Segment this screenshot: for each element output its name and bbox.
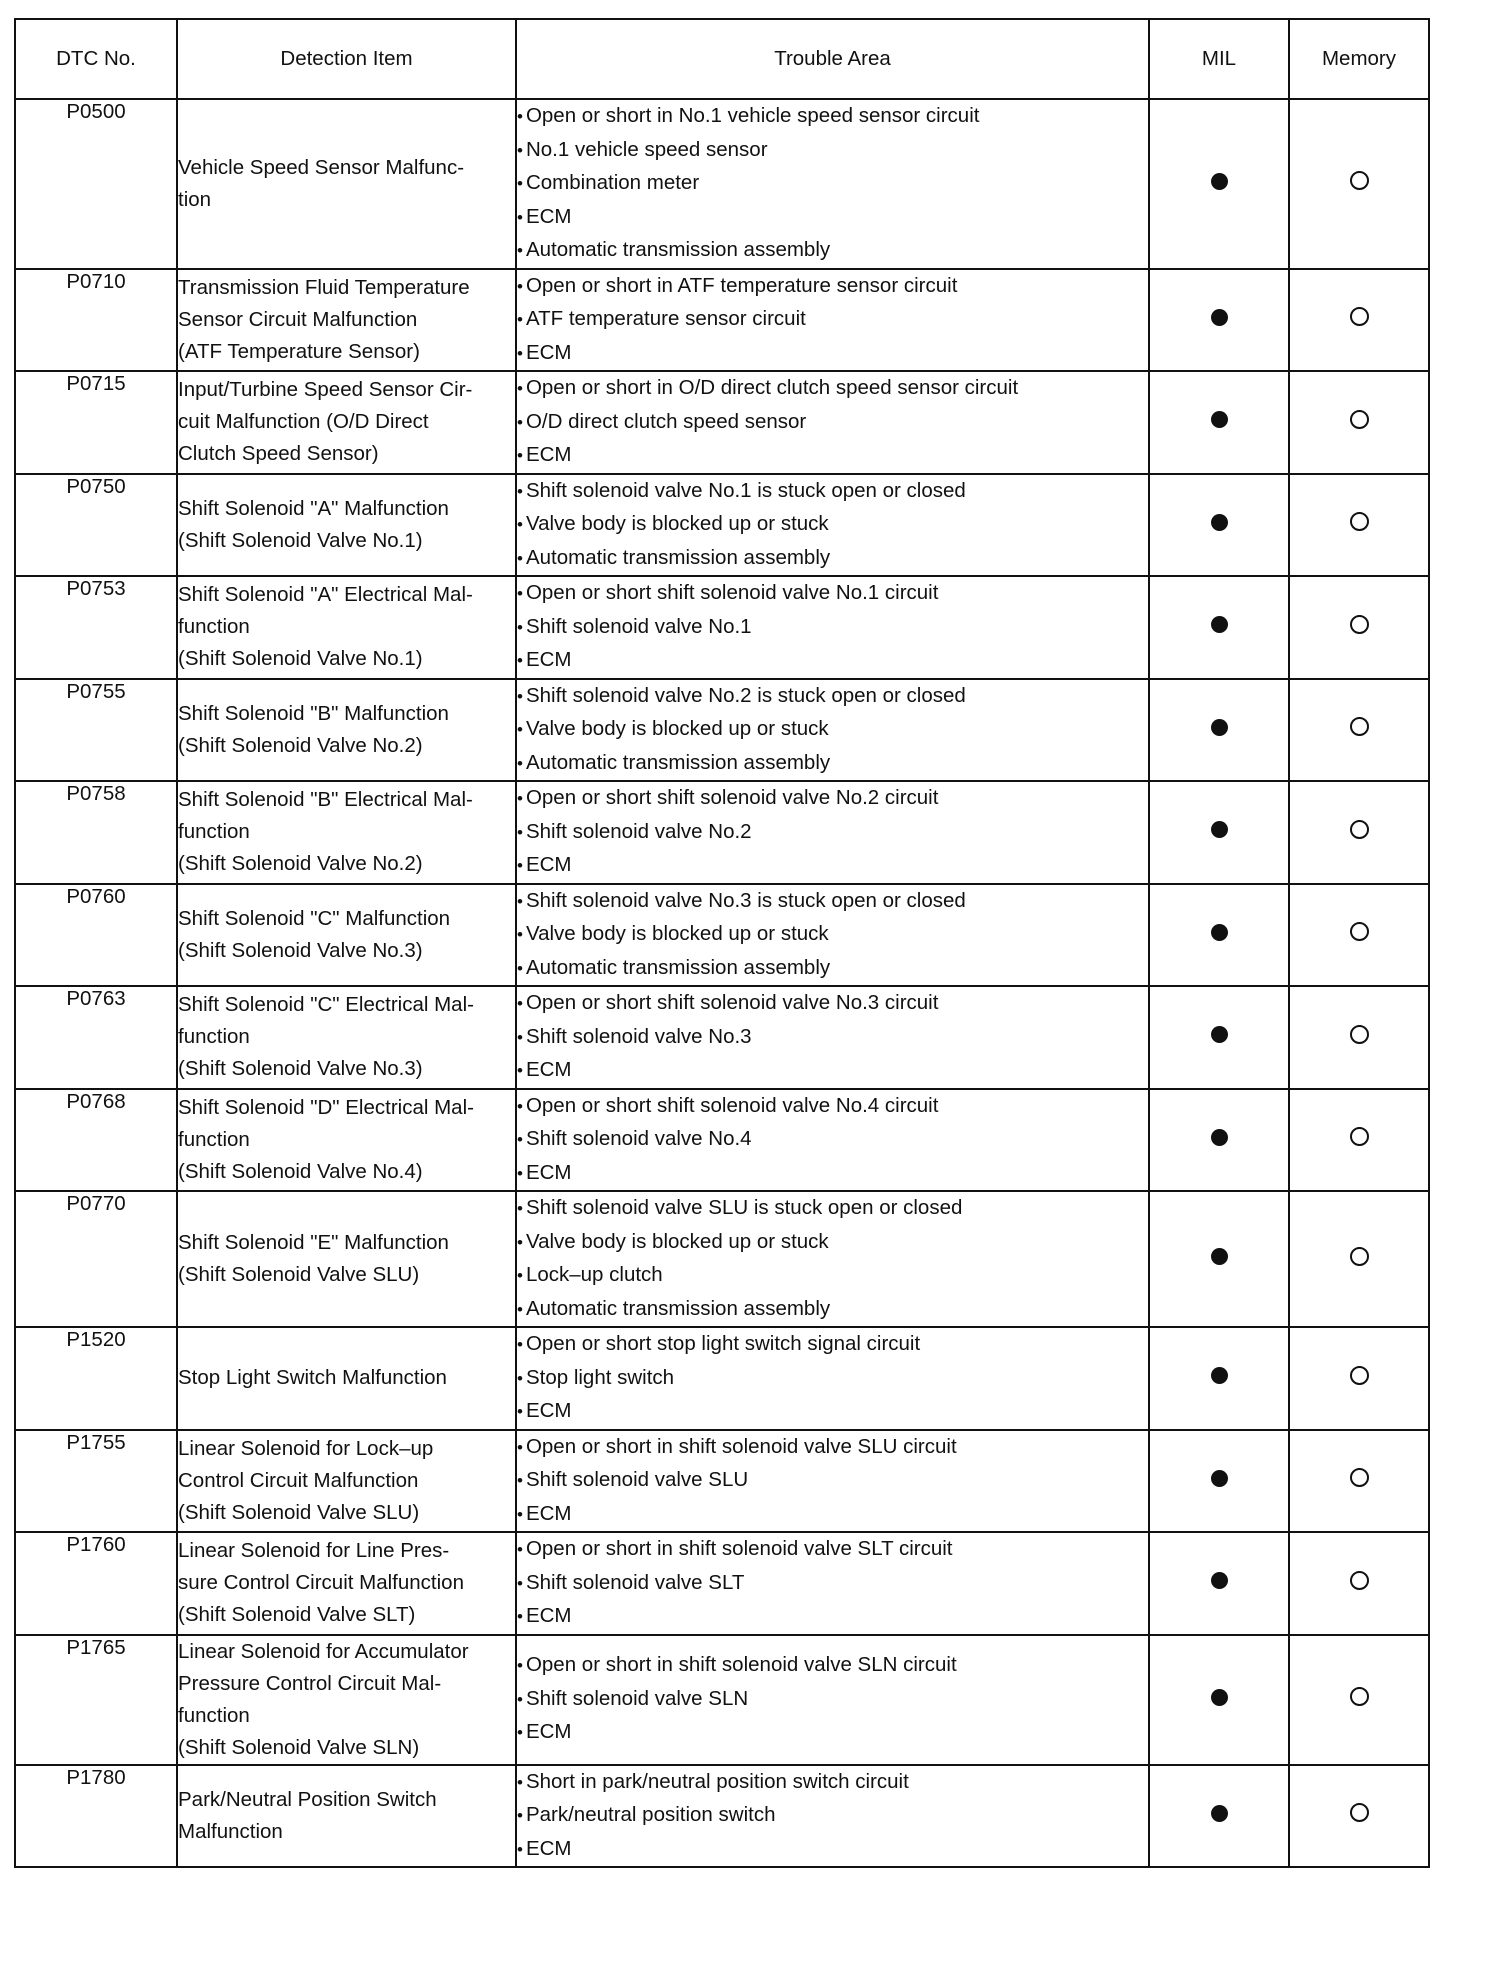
- memory-cell: [1289, 1532, 1429, 1635]
- table-row: [15, 576, 1429, 679]
- mil-cell: [1149, 1191, 1289, 1327]
- memory-cell: [1289, 99, 1429, 269]
- detection-item-line: Stop Light Switch Malfunction: [178, 1366, 447, 1390]
- trouble-area-item: • Open or short in O/D direct clutch speed sensor circuit: [517, 372, 1148, 406]
- trouble-area-item: • ECM: [517, 337, 1148, 371]
- trouble-area-list: [517, 1766, 1148, 1867]
- table-row: [15, 99, 1429, 269]
- detection-item-cell: [177, 1635, 516, 1765]
- detection-item-cell: [177, 884, 516, 987]
- table-row: [15, 986, 1429, 1089]
- dtc-code-cell: P1760: [15, 1532, 177, 1635]
- detection-item-line: Linear Solenoid for Accumulator: [178, 1639, 469, 1663]
- trouble-area-item: • Valve body is blocked up or stuck: [517, 508, 1148, 542]
- dtc-code-cell: P1755: [15, 1430, 177, 1533]
- trouble-area-item: • ECM: [517, 849, 1148, 883]
- dtc-code-cell: P1520: [15, 1327, 177, 1430]
- mil-cell: [1149, 1089, 1289, 1192]
- detection-item-cell: [177, 1327, 516, 1430]
- detection-item-line: function: [178, 820, 250, 844]
- mil-filled-circle-icon: [1211, 1805, 1228, 1822]
- memory-cell: [1289, 1089, 1429, 1192]
- trouble-area-cell: [516, 1430, 1149, 1533]
- mil-filled-circle-icon: [1211, 1572, 1228, 1589]
- detection-item-line: function: [178, 615, 250, 639]
- dtc-code-cell: P0715: [15, 371, 177, 474]
- table-row: [15, 1089, 1429, 1192]
- header-detection-item: Detection Item: [177, 19, 516, 99]
- trouble-area-cell: [516, 1765, 1149, 1868]
- trouble-area-item: • ECM: [517, 1054, 1148, 1088]
- memory-open-circle-icon: [1350, 307, 1369, 326]
- trouble-area-item: • Shift solenoid valve SLU is stuck open or closed: [517, 1192, 1148, 1226]
- table-row: [15, 269, 1429, 372]
- detection-item-line: Shift Solenoid "A" Malfunction: [178, 496, 449, 520]
- trouble-area-item: • Automatic transmission assembly: [517, 952, 1148, 986]
- memory-open-circle-icon: [1350, 171, 1369, 190]
- trouble-area-item: • Automatic transmission assembly: [517, 747, 1148, 781]
- detection-item-line: (Shift Solenoid Valve No.4): [178, 1159, 423, 1183]
- detection-item-cell: [177, 781, 516, 884]
- trouble-area-item: • No.1 vehicle speed sensor: [517, 134, 1148, 168]
- memory-open-circle-icon: [1350, 512, 1369, 531]
- detection-item-line: Shift Solenoid "C" Electrical Mal-: [178, 993, 474, 1017]
- trouble-area-cell: [516, 986, 1149, 1089]
- trouble-area-item: • Automatic transmission assembly: [517, 234, 1148, 268]
- trouble-area-item: • Open or short in shift solenoid valve SLU circuit: [517, 1431, 1148, 1465]
- header-memory: Memory: [1289, 19, 1429, 99]
- detection-item-line: (Shift Solenoid Valve No.2): [178, 733, 423, 757]
- mil-cell: [1149, 884, 1289, 987]
- mil-cell: [1149, 781, 1289, 884]
- dtc-code-cell: P0760: [15, 884, 177, 987]
- detection-item-line: Pressure Control Circuit Mal-: [178, 1671, 442, 1695]
- trouble-area-list: [517, 885, 1148, 986]
- memory-cell: [1289, 371, 1429, 474]
- trouble-area-list: [517, 987, 1148, 1088]
- detection-item-cell: [177, 576, 516, 679]
- detection-item-line: Shift Solenoid "D" Electrical Mal-: [178, 1095, 474, 1119]
- trouble-area-item: • Automatic transmission assembly: [517, 1293, 1148, 1327]
- dtc-code-cell: P1765: [15, 1635, 177, 1765]
- trouble-area-cell: [516, 1532, 1149, 1635]
- dtc-code-cell: P0763: [15, 986, 177, 1089]
- detection-item-line: (Shift Solenoid Valve No.3): [178, 938, 423, 962]
- detection-item-cell: [177, 474, 516, 577]
- detection-item-line: Shift Solenoid "E" Malfunction: [178, 1231, 449, 1254]
- detection-item-cell: [177, 1765, 516, 1868]
- trouble-area-item: • Shift solenoid valve No.3 is stuck open or closed: [517, 885, 1148, 919]
- memory-open-circle-icon: [1350, 410, 1369, 429]
- table-row: [15, 1327, 1429, 1430]
- mil-cell: [1149, 679, 1289, 782]
- detection-item-line: Clutch Speed Sensor): [178, 442, 379, 466]
- dtc-code-cell: P0753: [15, 576, 177, 679]
- trouble-area-item: • Open or short shift solenoid valve No.4 circuit: [517, 1090, 1148, 1124]
- mil-cell: [1149, 986, 1289, 1089]
- memory-cell: [1289, 1327, 1429, 1430]
- memory-open-circle-icon: [1350, 615, 1369, 634]
- trouble-area-list: [517, 270, 1148, 371]
- mil-cell: [1149, 474, 1289, 577]
- mil-filled-circle-icon: [1211, 924, 1228, 941]
- mil-filled-circle-icon: [1211, 173, 1228, 190]
- dtc-code-cell: P0750: [15, 474, 177, 577]
- trouble-area-cell: [516, 576, 1149, 679]
- dtc-table-sheet: [14, 18, 1430, 1868]
- detection-item-line: (Shift Solenoid Valve SLN): [178, 1735, 420, 1759]
- memory-cell: [1289, 884, 1429, 987]
- memory-open-circle-icon: [1350, 1571, 1369, 1590]
- trouble-area-list: [517, 1328, 1148, 1429]
- detection-item-line: Input/Turbine Speed Sensor Cir-: [178, 378, 473, 402]
- trouble-area-item: • Shift solenoid valve SLN: [517, 1683, 1148, 1717]
- memory-cell: [1289, 576, 1429, 679]
- mil-cell: [1149, 371, 1289, 474]
- detection-item-line: (Shift Solenoid Valve No.1): [178, 647, 423, 671]
- trouble-area-cell: [516, 99, 1149, 269]
- detection-item-line: Shift Solenoid "B" Electrical Mal-: [178, 788, 473, 812]
- trouble-area-item: • ECM: [517, 1157, 1148, 1191]
- trouble-area-cell: [516, 1327, 1149, 1430]
- header-row: [15, 19, 1429, 99]
- trouble-area-item: • ECM: [517, 1498, 1148, 1532]
- trouble-area-item: • ECM: [517, 1395, 1148, 1429]
- table-row: [15, 679, 1429, 782]
- detection-item-line: function: [178, 1025, 250, 1049]
- mil-filled-circle-icon: [1211, 309, 1228, 326]
- trouble-area-list: [517, 1192, 1148, 1326]
- detection-item-cell: [177, 986, 516, 1089]
- mil-filled-circle-icon: [1211, 719, 1228, 736]
- mil-filled-circle-icon: [1211, 1367, 1228, 1384]
- trouble-area-item: • Valve body is blocked up or stuck: [517, 918, 1148, 952]
- trouble-area-item: • Open or short shift solenoid valve No.2 circuit: [517, 782, 1148, 816]
- table-row: [15, 1430, 1429, 1533]
- table-row: [15, 1635, 1429, 1765]
- trouble-area-cell: [516, 371, 1149, 474]
- dtc-code-cell: P0500: [15, 99, 177, 269]
- trouble-area-item: • Open or short in ATF temperature sensor circuit: [517, 270, 1148, 304]
- memory-open-circle-icon: [1350, 1127, 1369, 1146]
- table-row: [15, 474, 1429, 577]
- trouble-area-item: • Valve body is blocked up or stuck: [517, 713, 1148, 747]
- detection-item-line: (Shift Solenoid Valve SLT): [178, 1603, 416, 1627]
- trouble-area-list: [517, 372, 1148, 473]
- memory-cell: [1289, 679, 1429, 782]
- memory-cell: [1289, 781, 1429, 884]
- detection-item-cell: [177, 1430, 516, 1533]
- table-row: [15, 884, 1429, 987]
- memory-cell: [1289, 1635, 1429, 1765]
- table-row: [15, 1765, 1429, 1868]
- detection-item-line: Shift Solenoid "A" Electrical Mal-: [178, 583, 473, 607]
- memory-cell: [1289, 1191, 1429, 1327]
- trouble-area-cell: [516, 884, 1149, 987]
- detection-item-line: function: [178, 1703, 250, 1727]
- detection-item-line: (Shift Solenoid Valve SLU): [178, 1500, 420, 1524]
- table-row: [15, 1191, 1429, 1327]
- detection-item-line: Linear Solenoid for Lock–up: [178, 1436, 434, 1460]
- memory-open-circle-icon: [1350, 1803, 1369, 1822]
- memory-cell: [1289, 474, 1429, 577]
- mil-filled-circle-icon: [1211, 1026, 1228, 1043]
- trouble-area-item: • Open or short shift solenoid valve No.1 circuit: [517, 577, 1148, 611]
- dtc-code-cell: P0768: [15, 1089, 177, 1192]
- trouble-area-item: • Automatic transmission assembly: [517, 542, 1148, 576]
- mil-cell: [1149, 1430, 1289, 1533]
- trouble-area-cell: [516, 474, 1149, 577]
- trouble-area-item: • Combination meter: [517, 167, 1148, 201]
- trouble-area-list: [517, 1533, 1148, 1634]
- trouble-area-item: • Shift solenoid valve SLU: [517, 1464, 1148, 1498]
- mil-cell: [1149, 269, 1289, 372]
- detection-item-line: (Shift Solenoid Valve No.3): [178, 1057, 423, 1081]
- trouble-area-item: • Open or short in shift solenoid valve SLT circuit: [517, 1533, 1148, 1567]
- mil-filled-circle-icon: [1211, 616, 1228, 633]
- dtc-code-cell: P1780: [15, 1765, 177, 1868]
- trouble-area-item: • O/D direct clutch speed sensor: [517, 406, 1148, 440]
- trouble-area-cell: [516, 269, 1149, 372]
- detection-item-cell: [177, 679, 516, 782]
- trouble-area-item: • Valve body is blocked up or stuck: [517, 1226, 1148, 1260]
- mil-cell: [1149, 99, 1289, 269]
- trouble-area-item: • ECM: [517, 644, 1148, 678]
- trouble-area-cell: [516, 781, 1149, 884]
- detection-item-line: function: [178, 1127, 250, 1151]
- trouble-area-cell: [516, 679, 1149, 782]
- trouble-area-item: • Park/neutral position switch: [517, 1799, 1148, 1833]
- trouble-area-item: • Open or short in No.1 vehicle speed sensor circuit: [517, 100, 1148, 134]
- detection-item-line: (Shift Solenoid Valve No.2): [178, 852, 423, 876]
- trouble-area-item: • Shift solenoid valve SLT: [517, 1567, 1148, 1601]
- mil-filled-circle-icon: [1211, 411, 1228, 428]
- table-row: [15, 781, 1429, 884]
- detection-item-line: Park/Neutral Position Switch: [178, 1787, 437, 1811]
- mil-cell: [1149, 1327, 1289, 1430]
- mil-filled-circle-icon: [1211, 821, 1228, 838]
- memory-cell: [1289, 986, 1429, 1089]
- trouble-area-item: • ECM: [517, 439, 1148, 473]
- trouble-area-cell: [516, 1089, 1149, 1192]
- detection-item-line: Vehicle Speed Sensor Malfunc-: [178, 155, 465, 179]
- memory-open-circle-icon: [1350, 1468, 1369, 1487]
- table-body: [15, 99, 1429, 1867]
- detection-item-line: tion: [178, 187, 212, 211]
- trouble-area-item: • Short in park/neutral position switch circuit: [517, 1766, 1148, 1800]
- detection-item-line: (Shift Solenoid Valve SLU): [178, 1263, 420, 1286]
- trouble-area-list: [517, 782, 1148, 883]
- trouble-area-item: • Shift solenoid valve No.2: [517, 816, 1148, 850]
- detection-item-line: (ATF Temperature Sensor): [178, 339, 420, 363]
- trouble-area-item: • ECM: [517, 1600, 1148, 1634]
- trouble-area-item: • ECM: [517, 201, 1148, 235]
- detection-item-cell: [177, 1191, 516, 1327]
- dtc-table: [14, 18, 1430, 1868]
- trouble-area-item: • ECM: [517, 1833, 1148, 1867]
- trouble-area-list: [517, 1431, 1148, 1532]
- memory-cell: [1289, 269, 1429, 372]
- detection-item-line: (Shift Solenoid Valve No.1): [178, 528, 423, 552]
- memory-cell: [1289, 1430, 1429, 1533]
- trouble-area-item: • Open or short shift solenoid valve No.3 circuit: [517, 987, 1148, 1021]
- detection-item-line: Shift Solenoid "C" Malfunction: [178, 906, 451, 930]
- trouble-area-item: • Shift solenoid valve No.1 is stuck open or closed: [517, 475, 1148, 509]
- detection-item-cell: [177, 1089, 516, 1192]
- detection-item-cell: [177, 99, 516, 269]
- trouble-area-item: • ATF temperature sensor circuit: [517, 303, 1148, 337]
- detection-item-line: sure Control Circuit Malfunction: [178, 1571, 464, 1595]
- detection-item-cell: [177, 1532, 516, 1635]
- memory-cell: [1289, 1765, 1429, 1868]
- mil-cell: [1149, 576, 1289, 679]
- trouble-area-cell: [516, 1635, 1149, 1765]
- mil-filled-circle-icon: [1211, 1689, 1228, 1706]
- trouble-area-item: • Shift solenoid valve No.4: [517, 1123, 1148, 1157]
- trouble-area-cell: [516, 1191, 1149, 1327]
- trouble-area-item: • Open or short stop light switch signal circuit: [517, 1328, 1148, 1362]
- dtc-code-cell: P0770: [15, 1191, 177, 1327]
- detection-item-line: Malfunction: [178, 1819, 283, 1843]
- memory-open-circle-icon: [1350, 1687, 1369, 1706]
- memory-open-circle-icon: [1350, 922, 1369, 941]
- trouble-area-list: [517, 475, 1148, 576]
- mil-filled-circle-icon: [1211, 1470, 1228, 1487]
- table-row: [15, 371, 1429, 474]
- detection-item-line: cuit Malfunction (O/D Direct: [178, 410, 429, 434]
- dtc-code-cell: P0755: [15, 679, 177, 782]
- detection-item-line: Control Circuit Malfunction: [178, 1468, 419, 1492]
- memory-open-circle-icon: [1350, 1247, 1369, 1266]
- trouble-area-list: [517, 100, 1148, 268]
- dtc-code-cell: P0710: [15, 269, 177, 372]
- mil-filled-circle-icon: [1211, 514, 1228, 531]
- detection-item-line: Shift Solenoid "B" Malfunction: [178, 701, 449, 725]
- header-trouble-area: Trouble Area: [516, 19, 1149, 99]
- trouble-area-item: • Shift solenoid valve No.3: [517, 1021, 1148, 1055]
- trouble-area-item: • Open or short in shift solenoid valve SLN circuit: [517, 1649, 1148, 1683]
- mil-filled-circle-icon: [1211, 1248, 1228, 1265]
- header-dtc-no: DTC No.: [15, 19, 177, 99]
- trouble-area-item: • Lock–up clutch: [517, 1259, 1148, 1293]
- detection-item-cell: [177, 371, 516, 474]
- memory-open-circle-icon: [1350, 717, 1369, 736]
- memory-open-circle-icon: [1350, 1366, 1369, 1385]
- header-mil: MIL: [1149, 19, 1289, 99]
- trouble-area-item: • Shift solenoid valve No.2 is stuck open or closed: [517, 680, 1148, 714]
- trouble-area-item: • ECM: [517, 1716, 1148, 1750]
- trouble-area-item: • Stop light switch: [517, 1362, 1148, 1396]
- detection-item-cell: [177, 269, 516, 372]
- table-row: [15, 1532, 1429, 1635]
- trouble-area-list: [517, 680, 1148, 781]
- mil-cell: [1149, 1765, 1289, 1868]
- dtc-code-cell: P0758: [15, 781, 177, 884]
- mil-cell: [1149, 1532, 1289, 1635]
- detection-item-line: Sensor Circuit Malfunction: [178, 307, 418, 331]
- trouble-area-list: [517, 1090, 1148, 1191]
- detection-item-line: Linear Solenoid for Line Pres-: [178, 1539, 450, 1563]
- trouble-area-item: • Shift solenoid valve No.1: [517, 611, 1148, 645]
- mil-cell: [1149, 1635, 1289, 1765]
- detection-item-line: Transmission Fluid Temperature: [178, 275, 470, 299]
- mil-filled-circle-icon: [1211, 1129, 1228, 1146]
- memory-open-circle-icon: [1350, 820, 1369, 839]
- trouble-area-list: [517, 1649, 1148, 1750]
- memory-open-circle-icon: [1350, 1025, 1369, 1044]
- trouble-area-list: [517, 577, 1148, 678]
